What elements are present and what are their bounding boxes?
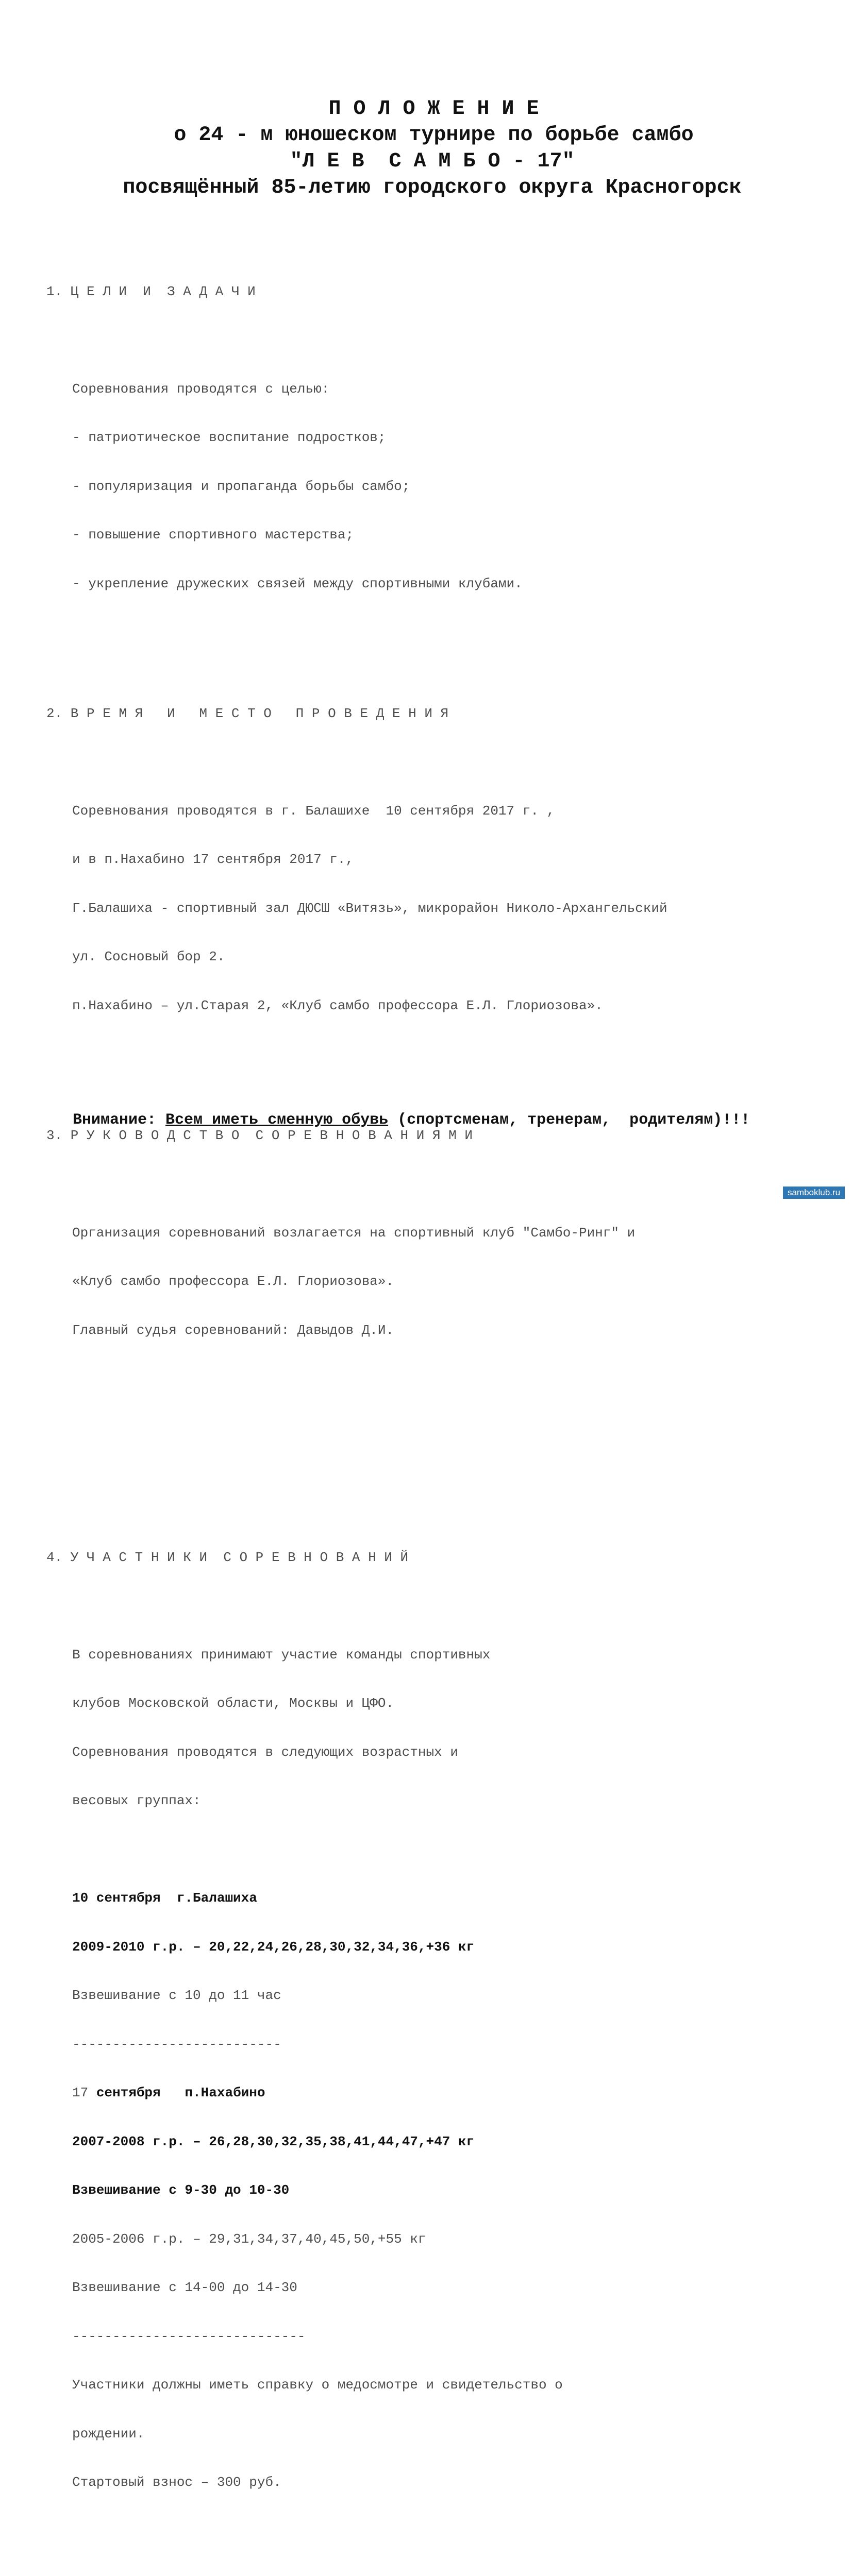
section-1-line: Соревнования проводятся с целью: <box>72 381 330 397</box>
section-4-closing-line: рождении. <box>72 2426 145 2442</box>
section-2-line: Соревнования проводятся в г. Балашихе 10 сентября 2017 г. , <box>72 803 555 819</box>
group-1-weights: 2009-2010 г.р. – 20,22,24,26,28,30,32,34,36,+36 кг <box>72 1939 475 1955</box>
group-1-weigh-in: Взвешивание с 10 до 11 час <box>72 1988 281 2003</box>
section-4-closing-line: Стартовый взнос – 300 руб. <box>72 2475 281 2490</box>
divider-2: ----------------------------- <box>72 2328 306 2344</box>
section-4-heading: 4. У Ч А С Т Н И К И С О Р Е В Н О В А Н И Й <box>46 1549 409 1565</box>
section-4-line: клубов Московской области, Москвы и ЦФО. <box>72 1696 394 1711</box>
attention-notice <box>73 1111 750 1129</box>
notice-label: Внимание: <box>73 1111 166 1129</box>
title-line-3: "Л Е В С А М Б О - 17" <box>290 150 575 173</box>
group-3-weigh-in: Взвешивание с 14-00 до 14-30 <box>72 2280 297 2295</box>
group-2-weigh-in: Взвешивание с 9-30 до 10-30 <box>72 2182 290 2198</box>
section-4-line: весовых группах: <box>72 1793 201 1808</box>
group-2-weights: 2007-2008 г.р. – 26,28,30,32,35,38,41,44,47,+47 кг <box>72 2133 475 2149</box>
section-3-line: Главный судья соревнований: Давыдов Д.И. <box>72 1322 394 1338</box>
section-4-closing-line: Участники должны иметь справку о медосмотре и свидетельство о <box>72 2377 563 2393</box>
section-2-line: и в п.Нахабино 17 сентября 2017 г., <box>72 852 354 867</box>
notice-underlined: Всем иметь сменную обувь <box>165 1111 389 1129</box>
group-3-weights: 2005-2006 г.р. – 29,31,34,37,40,45,50,+55 кг <box>72 2231 426 2247</box>
section-3-line: «Клуб самбо профессора Е.Л. Глориозова». <box>72 1274 394 1289</box>
group-2-date: сентября п.Нахабино <box>88 2085 265 2100</box>
group-2-date-line <box>46 2085 840 2102</box>
section-4-line: Соревнования проводятся в следующих возрастных и <box>72 1744 458 1760</box>
title-line-1: П О Л О Ж Е Н И Е <box>328 97 539 121</box>
group-2-day: 17 <box>72 2085 89 2100</box>
document-title <box>0 96 852 201</box>
section-1-line: - популяризация и пропаганда борьбы самбо; <box>72 478 410 494</box>
notice-rest: (спортсменам, тренерам, родителям)!!! <box>388 1111 750 1129</box>
section-2-line: ул. Сосновый бор 2. <box>72 949 225 964</box>
document-body <box>46 235 840 2576</box>
section-2-line: Г.Балашиха - спортивный зал ДЮСШ «Витязь», микрорайон Николо-Архангельский <box>72 900 667 916</box>
site-watermark: samboklub.ru <box>783 1187 845 1199</box>
divider-1: -------------------------- <box>72 2036 281 2052</box>
section-3-line: Организация соревнований возлагается на спортивный клуб "Самбо-Ринг" и <box>72 1225 636 1241</box>
title-line-2: о 24 - м юношеском турнире по борьбе самбо <box>174 124 694 147</box>
section-1-line: - укрепление дружеских связей между спортивными клубами. <box>72 575 523 591</box>
section-2-heading: 2. В Р Е М Я И М Е С Т О П Р О В Е Д Е Н И Я <box>46 705 449 721</box>
section-3-heading: 3. Р У К О В О Д С Т В О С О Р Е В Н О В А Н И Я М И <box>46 1127 473 1143</box>
section-1-line: - патриотическое воспитание подростков; <box>72 430 386 445</box>
section-2-line: п.Нахабино – ул.Старая 2, «Клуб самбо профессора Е.Л. Глориозова». <box>72 997 603 1013</box>
section-1-heading: 1. Ц Е Л И И З А Д А Ч И <box>46 283 256 299</box>
section-1-line: - повышение спортивного мастерства; <box>72 527 354 543</box>
title-line-4: посвящённый 85-летию городского округа Красногорск <box>123 176 742 199</box>
section-4-line: В соревнованиях принимают участие команды спортивных <box>72 1647 491 1663</box>
group-1-date: 10 сентября г.Балашиха <box>72 1890 257 1906</box>
